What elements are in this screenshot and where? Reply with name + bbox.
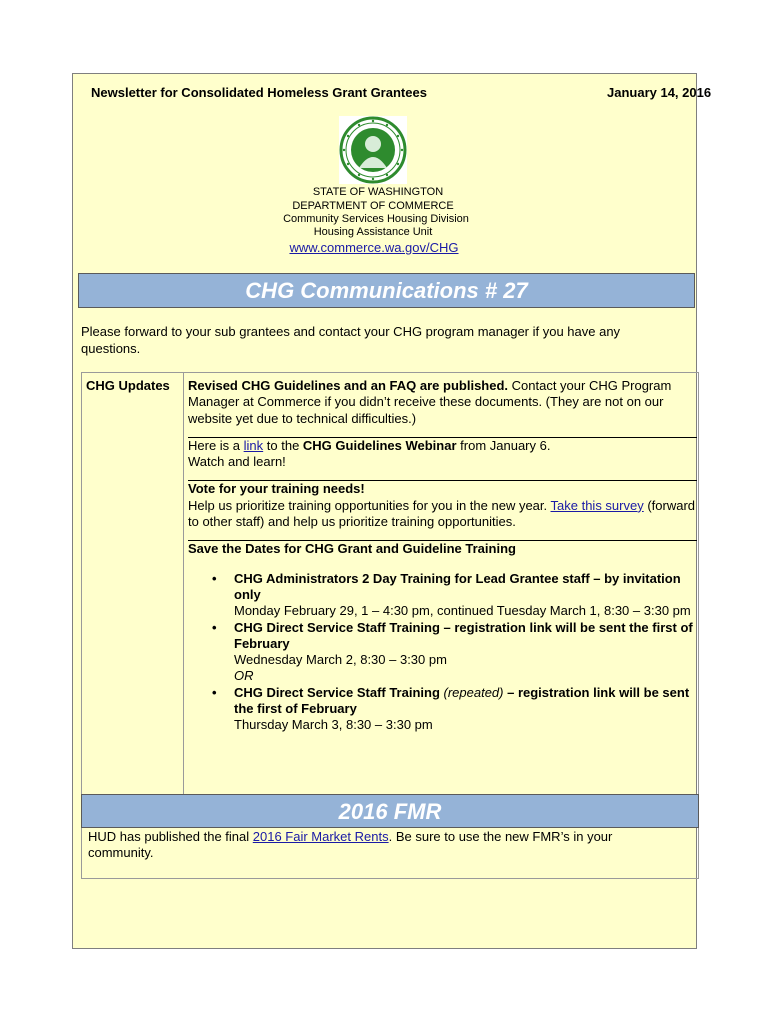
webinar-watch: Watch and learn! <box>188 454 286 470</box>
training-title: CHG Direct Service Staff Training – registration link will be sent the first of February <box>234 619 693 651</box>
commerce-website-link[interactable]: www.commerce.wa.gov/CHG <box>289 240 459 255</box>
vote-headline-text: Vote for your training needs! <box>188 481 365 497</box>
vote-text-post: (forward to other staff) and help us prioritize training opportunities. <box>188 497 696 530</box>
newsletter-page <box>72 73 712 949</box>
fmr-paragraph <box>88 829 668 862</box>
training-detail: Thursday March 3, 8:30 – 3:30 pm <box>234 717 433 733</box>
training-repeated: (repeated) <box>443 684 504 700</box>
webinar-link[interactable]: link <box>243 437 264 453</box>
org-state: STATE OF WASHINGTON <box>312 186 444 198</box>
fmr-text-post: . Be sure to use the new FMR’s in your community. <box>88 829 613 861</box>
training-title: CHG Administrators 2 Day Training for Lead Grantee staff – by invitation only <box>234 570 681 602</box>
bullet-icon: • <box>212 619 217 635</box>
updates-label: CHG Updates <box>86 378 170 393</box>
training-or: OR <box>234 668 254 684</box>
webinar-text-pre: Here is a <box>188 437 244 453</box>
webinar-text-mid: to the <box>263 437 303 453</box>
training-title <box>234 685 689 716</box>
save-dates-headline <box>188 541 698 557</box>
section-title-fmr: 2016 FMR <box>81 794 699 828</box>
webinar-name: CHG Guidelines Webinar <box>302 437 457 453</box>
org-unit: Housing Assistance Unit <box>313 226 433 238</box>
fmr-link[interactable]: 2016 Fair Market Rents <box>252 829 389 844</box>
list-item <box>188 620 698 685</box>
training-detail: Monday February 29, 1 – 4:30 pm, continued Tuesday March 1, 8:30 – 3:30 pm <box>234 603 691 619</box>
updates-table <box>81 372 699 794</box>
org-department: DEPARTMENT OF COMMERCE <box>292 200 454 212</box>
bullet-icon: • <box>212 570 217 586</box>
training-list <box>188 571 698 734</box>
vote-text-pre: Help us prioritize training opportunities for you in the new year. <box>188 497 551 513</box>
updates-content <box>188 378 698 734</box>
list-item <box>188 571 698 620</box>
section-title-communications: CHG Communications # 27 <box>78 273 695 308</box>
vote-headline <box>188 481 698 497</box>
table-divider <box>183 373 184 795</box>
org-division: Community Services Housing Division <box>283 213 469 225</box>
training-title-a: CHG Direct Service Staff Training <box>234 684 444 700</box>
webinar-update <box>188 438 698 454</box>
save-dates-headline-text: Save the Dates for CHG Grant and Guideline Training <box>188 541 516 557</box>
state-seal-icon <box>339 116 407 184</box>
guidelines-headline: Revised CHG Guidelines and an FAQ are published. <box>188 378 509 393</box>
guidelines-update <box>188 378 698 427</box>
training-detail: Wednesday March 2, 8:30 – 3:30 pm <box>234 652 447 668</box>
intro-paragraph: Please forward to your sub grantees and contact your CHG program manager if you have any questions. <box>81 324 621 356</box>
newsletter-title: Newsletter for Consolidated Homeless Grant Grantees <box>91 85 427 100</box>
guidelines-text: Contact your CHG Program Manager at Commerce if you didn’t receive these documents. (They are not on our website yet due to technical difficulties.) <box>188 378 672 426</box>
list-item <box>188 685 698 734</box>
survey-link[interactable]: Take this survey <box>550 497 644 513</box>
webinar-text-post: from January 6. <box>456 437 551 453</box>
newsletter-date: January 14, 2016 <box>607 85 712 100</box>
bullet-icon: • <box>212 684 217 700</box>
fmr-text-pre: HUD has published the final <box>88 829 253 844</box>
vote-text <box>188 498 698 531</box>
fmr-box <box>81 828 699 879</box>
training-title-b: – registration link will be sent the first of February <box>234 684 690 717</box>
